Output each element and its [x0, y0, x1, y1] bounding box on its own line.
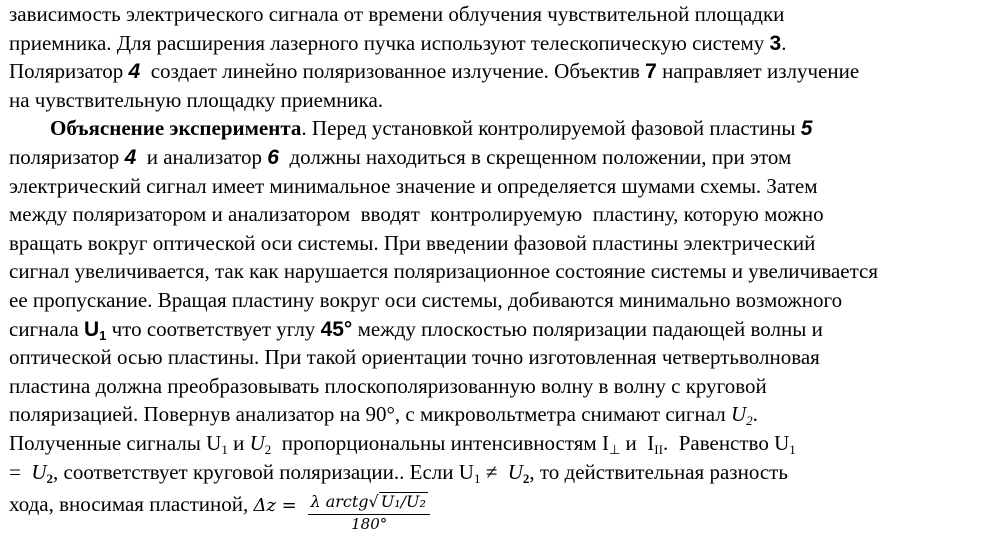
text-line-14: пластина должна преобразовывать плоскополяризованную волну в волну с круговой [9, 373, 767, 398]
text-line-8: между поляризатором и анализатором вводят контролируемую пластину, которую можно [9, 202, 824, 227]
text-span: направляет излучение [656, 59, 860, 84]
figure-ref-4: 4 [128, 60, 141, 84]
text-line-13: оптической осью пластины. При такой ориентации точно изготовленная четвертьволновая [9, 345, 820, 370]
symbol-subscript: 2 [746, 413, 753, 429]
text-span: , то действительная разность [529, 459, 788, 484]
symbol-u2 [730, 402, 753, 429]
text-span: хода, вносимая пластиной, [9, 492, 254, 517]
text-line-11: ее пропускание. Вращая пластину вокруг оси системы, добиваются минимально возможного [9, 287, 843, 312]
symbol-subscript: 2 [264, 441, 272, 457]
text-line-17 [9, 458, 976, 487]
text-line-9: вращать вокруг оптической оси системы. При введении фазовой пластины электрический [9, 230, 816, 255]
formula-numerator [308, 491, 429, 515]
text-span: . Перед установкой контролируемой фазовой пластины [301, 116, 801, 141]
symbol-subscript: 2 [522, 470, 530, 486]
symbol-u1 [84, 318, 106, 341]
figure-ref-4: 4 [124, 145, 137, 169]
text-span: должны находиться в скрещенном положении, при этом [278, 144, 792, 169]
text-span: Поляризатор [9, 59, 129, 84]
symbol-letter: U [730, 402, 747, 427]
text-span: . Равенство U [662, 430, 790, 455]
text-span: приемника. Для расширения лазерного пучка используют телескопическую систему [9, 30, 770, 55]
text-span: и I [620, 430, 655, 455]
text-line-10: сигнал увеличивается, так как нарушается поляризационное состояние системы и увеличивается [9, 259, 879, 284]
symbol-subscript: 2 [46, 470, 54, 486]
symbol-letter: U [31, 459, 47, 484]
text-span: создает линейно поляризованное излучение. Объектив [140, 59, 646, 84]
text-line-4: на чувствительную площадку приемника. [9, 87, 384, 112]
text-span: между плоскостью поляризации падающей волны и [352, 316, 823, 341]
symbol-subscript: 1 [473, 470, 481, 486]
perpendicular-subscript: ⊥ [608, 441, 621, 457]
text-line-16 [9, 429, 976, 458]
formula-fraction [308, 491, 429, 533]
symbol-letter: U [507, 459, 523, 484]
sqrt-icon: √ [368, 492, 379, 512]
text-span: Полученные сигналы U [9, 430, 222, 455]
figure-ref-3: 3 [769, 31, 782, 55]
text-line-18 [9, 490, 976, 534]
angle-value: 45° [320, 317, 353, 341]
symbol-letter: U [83, 317, 100, 341]
text-span: . [781, 30, 787, 55]
symbol-subscript: 1 [99, 327, 107, 343]
text-span: . [752, 402, 758, 427]
symbol-letter: U [249, 430, 265, 455]
text-span: сигнала [9, 316, 84, 341]
text-line-1: зависимость электрического сигнала от времени облучения чувствительной площадки [9, 2, 785, 26]
text-span: = [9, 459, 32, 484]
text-span: поляризацией. Повернув анализатор на 90°, с микровольтметра снимают сигнал [9, 402, 731, 427]
formula-equals: = [275, 495, 303, 517]
text-span: пропорциональны интенсивностям I [271, 430, 609, 455]
text-line-2 [9, 29, 976, 58]
text-line-12 [9, 315, 976, 344]
text-span: что соответствует углу [106, 316, 321, 341]
text-line-7: электрический сигнал имеет минимальное значение и определяется шумами схемы. Затем [9, 173, 818, 198]
formula-delta-z: Δz [253, 495, 276, 517]
formula-denominator: 180° [351, 515, 388, 534]
text-span: и анализатор [136, 144, 268, 169]
section-heading: Объяснение эксперимента [50, 116, 302, 141]
formula-arctg: λ arctg [310, 492, 369, 512]
text-span: и [227, 430, 250, 455]
figure-ref-7: 7 [645, 60, 657, 84]
text-line-6 [9, 143, 976, 172]
text-line-5 [9, 114, 976, 143]
figure-ref-6: 6 [267, 145, 279, 169]
symbol-subscript: 1 [789, 441, 796, 457]
parallel-subscript: II [654, 441, 663, 457]
text-span: ≠ [480, 459, 508, 484]
figure-ref-5: 5 [800, 117, 813, 141]
formula-sqrt-content: U₁/U₂ [380, 492, 426, 512]
text-span: поляризатор [9, 144, 125, 169]
text-line-15 [9, 400, 976, 429]
text-span: , соответствует круговой поляризации.. Если U [53, 459, 474, 484]
symbol-subscript: 1 [221, 441, 228, 457]
text-line-3 [9, 57, 976, 86]
